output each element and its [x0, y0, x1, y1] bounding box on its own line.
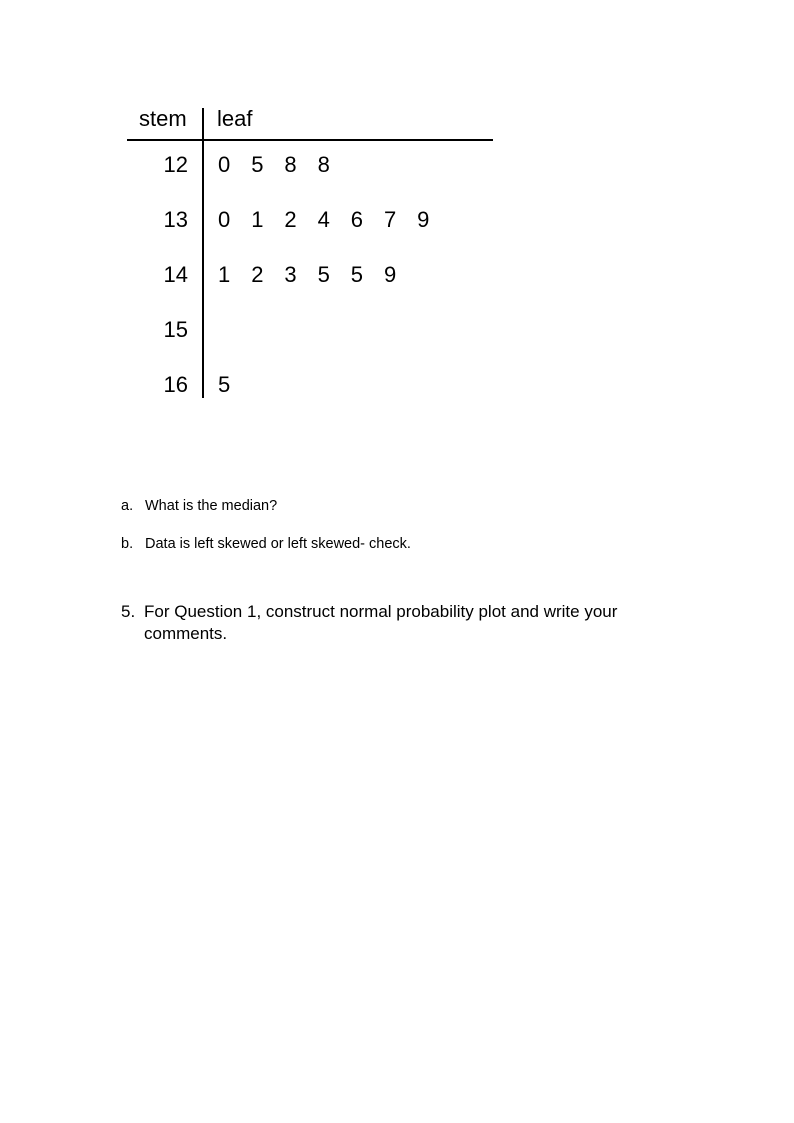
question-text: Data is left skewed or left skewed- check.	[145, 536, 411, 552]
stem-value: 15	[163, 317, 188, 342]
stem-and-leaf-plot	[0, 0, 794, 420]
leaf-values	[218, 207, 450, 233]
leaf-digit: 6	[350, 207, 363, 232]
leaf-digit: 1	[251, 207, 264, 232]
leaf-digit: 2	[284, 207, 297, 232]
stem-value: 12	[163, 152, 188, 177]
stem-header: stem	[139, 106, 187, 131]
stem-leaf-row	[0, 207, 794, 237]
leaf-digit: 5	[251, 152, 264, 177]
leaf-digit: 2	[251, 262, 264, 287]
stem-leaf-row	[0, 372, 794, 402]
leaf-digit: 1	[218, 262, 231, 287]
stem-leaf-row	[0, 317, 794, 347]
stem-leaf-row	[0, 262, 794, 292]
leaf-digit: 5	[350, 262, 363, 287]
leaf-digit: 9	[417, 207, 430, 232]
leaf-header: leaf	[217, 106, 253, 131]
question-text: For Question 1, construct normal probability plot and write your comments.	[144, 602, 618, 643]
leaf-digit: 5	[218, 372, 231, 397]
leaf-values	[218, 372, 251, 398]
leaf-values	[218, 152, 351, 178]
leaf-digit: 8	[317, 152, 330, 177]
leaf-digit: 4	[317, 207, 330, 232]
leaf-digit: 3	[284, 262, 297, 287]
question-label: b.	[121, 536, 134, 552]
leaf-digit: 8	[284, 152, 297, 177]
leaf-digit: 0	[218, 152, 231, 177]
stem-value: 16	[163, 372, 188, 397]
leaf-digit: 5	[317, 262, 330, 287]
leaf-digit: 0	[218, 207, 231, 232]
stem-value: 13	[163, 207, 188, 232]
stem-value: 14	[163, 262, 188, 287]
leaf-digit: 7	[383, 207, 397, 232]
question-number: 5.	[121, 602, 136, 621]
stem-leaf-row	[0, 152, 794, 182]
question-label: a.	[121, 498, 134, 514]
question-text: What is the median?	[145, 498, 278, 514]
horizontal-divider	[127, 139, 493, 141]
leaf-values	[218, 262, 417, 288]
leaf-digit: 9	[383, 262, 397, 287]
